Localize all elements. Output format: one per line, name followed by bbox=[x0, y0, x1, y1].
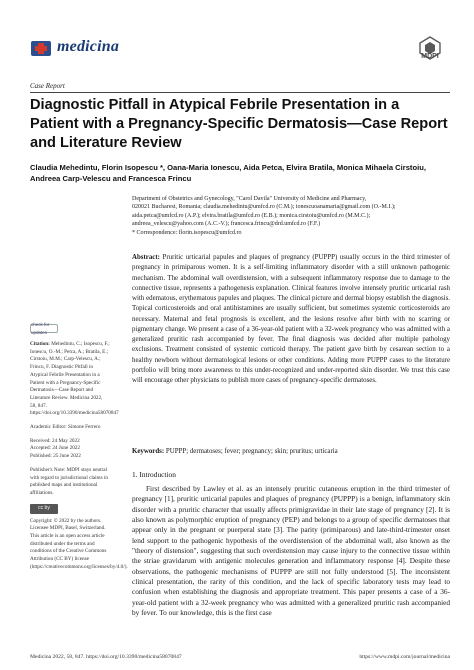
article-sidebar bbox=[30, 321, 128, 572]
check-updates-button[interactable]: check for updates bbox=[30, 324, 58, 333]
affiliation-line: Department of Obstetrics and Gynecology, "Carol Davila" University of Medicine and Pharmacy, bbox=[132, 196, 367, 202]
accepted-date: Accepted: 24 June 2022 bbox=[30, 445, 80, 452]
cc-by-license-badge[interactable]: cc by bbox=[30, 504, 58, 514]
published-date: Published: 25 June 2022 bbox=[30, 453, 81, 460]
abstract-label: Abstract: bbox=[132, 254, 160, 261]
introduction-text: First described by Lawley et al. as an intensely pruritic cutaneous eruption in the third trimester of pregnancy [1], pruritic urticarial papules and plaques of pregnancy (PUPPP) is a benign, inflammatory skin disorder with a pruritic character that usually affects primigravidae in their late stage of pregnancy [2]. It is also known as polymorphic eruption of pregnancy (PEP) and belongs to a group of specific dermatoses that appear only in the pregnant or puerperal state [3]. The parity (primiparous) and late-third-trimester onset lend support to the pathogenic hypothesis of the overdistension of the abdominal wall, also known as the "theory of distension", suggesting that such overdistension may cause injury to the connective tissue within the striae gravidarum with antigenic molecules generation and inflammatory response [4]. Despite these observations, the pathogenic mechanisms of PUPPP are still not fully understood [5]. The inconsistent clinical presentation, the rarity of this condition, and the lack of specific laboratory tests may lead to confusion when establishing the diagnosis and appropriate treatment. This paper presents a case of a 36-year-old patient with a 32-week pregnancy who was admitted with a generalized pruritic rash accompanied by fever. To our knowledge, this is the first case bbox=[132, 484, 450, 618]
affiliations bbox=[132, 195, 450, 237]
keywords-text: PUPPP; dermatoses; fever; pregnancy; skin; pruritus; urticaria bbox=[165, 448, 338, 455]
correspondence-line: * Correspondence: florin.isopescu@umfcd.ro bbox=[132, 229, 242, 236]
affiliation-line: andreea_velescu@yahoo.com (A.C.-V.); francesca.frincu@drd.umfcd.ro (F.F.) bbox=[132, 221, 321, 228]
publisher-name: MDPI bbox=[421, 53, 439, 60]
medicina-logo-icon bbox=[30, 38, 52, 58]
section-heading-introduction: 1. Introduction bbox=[132, 470, 176, 479]
publisher-note: Publisher's Note: MDPI stays neutral with regard to jurisdictional claims in published maps and institutional affiliations. bbox=[30, 466, 108, 496]
affiliation-line: 020021 Bucharest, Romania; claudia.mehedintu@umfcd.ro (C.M.); ionescuoanamaria@gmail.com (O.-M.I.); bbox=[132, 204, 396, 211]
received-date: Received: 24 May 2022 bbox=[30, 437, 80, 444]
footer-website[interactable]: https://www.mdpi.com/journal/medicina bbox=[359, 654, 450, 660]
footer-citation[interactable]: Medicina 2022, 58, 847. https://doi.org/10.3390/medicina58070847 bbox=[30, 654, 182, 660]
copyright-notice: Copyright: © 2022 by the authors. Licensee MDPI, Basel, Switzerland. This article is an open access article distributed under the terms and conditions of the Creative Commons Attribution (CC BY) license (https://creativecommons.org/licenses/by/4.0/). bbox=[30, 517, 128, 570]
academic-editor: Academic Editor: Simone Ferrero bbox=[30, 424, 101, 431]
citation-text: Mehedintu, C.; Isopescu, F.; Ionescu, O.-M.; Petca, A.; Bratila, E.; Cirstoiu, M.M.; Carp-Velescu, A.; Frincu, F. Diagnostic Pitfall in Atypical Febrile Presentation in a Patient with a Pregnancy-Specific Dermatosis—Case Report and Literature Review. Medicina 2022, 58, 847. https://doi.org/10.3390/medicina58070847 bbox=[30, 341, 119, 417]
article-type: Case Report bbox=[30, 82, 65, 90]
abstract-text: Pruritic urticarial papules and plaques of pregnancy (PUPPP) usually occurs in the third trimester of pregnancy in primiparous women. It is a self-limiting inflammatory disorder with a still unknown pathogenic mechanism. The abdominal wall overdistension, with a subsequent inflammatory response due to damage to the connective tissue, represents a pathogenesis explanation. Clinical features involve intensely pruritic urticarial rash with edematous, erythematous papules and plaques. The clinical picture and dermal biopsy establish the diagnosis. Topical corticosteroids and oral antihistamines are usually sufficient, but sometimes systemic corticosteroids are necessary. Maternal and fetal prognosis is excellent, and the lesions resolve after birth with no scarring or pigmentary change. We present a case of a 36-year-old patient with a 32-week pregnancy who was admitted with a generalized pruritic rash accompanied by fever. The final diagnosis was decided after multiple pathology exclusions. Treatment consisted of systemic corticoid therapy. The patient gave birth by cesarean section to a healthy newborn without dermatological lesions or other conditions. Adding more PUPPP cases to the literature portfolio will bring more awareness to this under-recognized and under-reported skin disorder. We trust this case will encourage other physicians to publish more cases of pregnancy-specific dermatoses. bbox=[132, 254, 450, 384]
author-list: Claudia Mehedintu, Florin Isopescu *, Oana-Maria Ionescu, Aida Petca, Elvira Bratila, Monica Mihaela Cirstoiu, Andreea Carp-Velescu and Francesca Frincu bbox=[30, 163, 426, 183]
article-title: Diagnostic Pitfall in Atypical Febrile Presentation in a Patient with a Pregnancy-Specific Dermatosis—Case Report and Literature Review bbox=[30, 97, 448, 151]
citation-block bbox=[30, 341, 119, 418]
keywords bbox=[132, 447, 450, 457]
title-divider bbox=[30, 92, 450, 93]
journal-header bbox=[30, 36, 450, 62]
abstract bbox=[132, 253, 450, 386]
citation-label: Citation: bbox=[30, 341, 50, 347]
affiliation-line: aida.petca@umfcd.ro (A.P.); elvira.bratila@umfcd.ro (E.B.); monica.cirstoiu@umfcd.ro (M.M.C.); bbox=[132, 212, 371, 219]
journal-name[interactable]: medicina bbox=[57, 38, 120, 55]
keywords-label: Keywords: bbox=[132, 448, 165, 455]
